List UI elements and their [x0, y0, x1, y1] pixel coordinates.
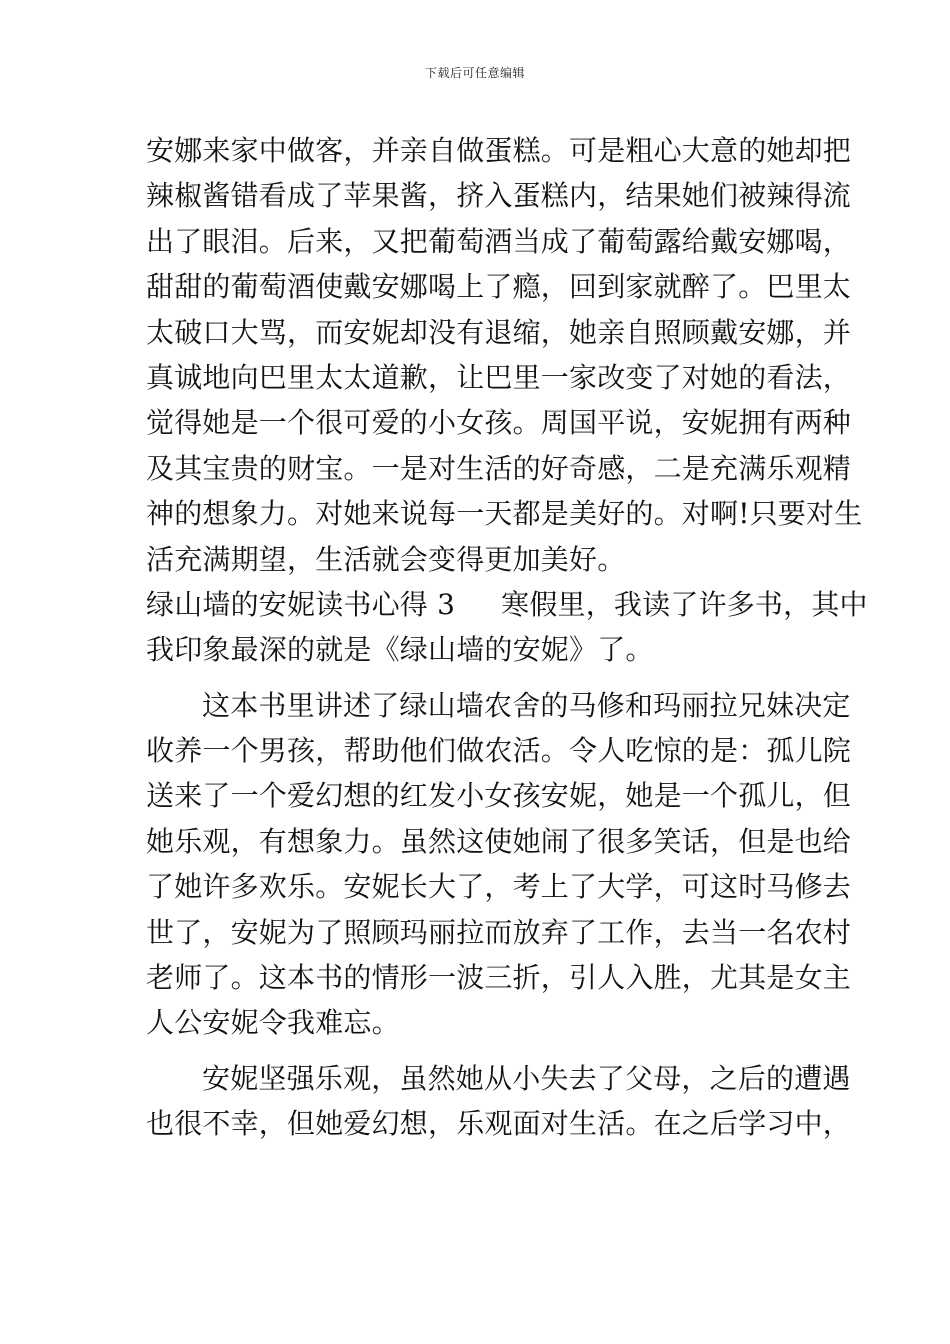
text-line: 出了眼泪。后来，又把葡萄酒当成了葡萄露给戴安娜喝， [146, 224, 852, 258]
text-line: 神的想象力。对她来说每一天都是美好的。对啊!只要对生 [146, 497, 863, 531]
text-line: 活充满期望，生活就会变得更加美好。 [146, 542, 626, 576]
text-segment: 寒假里，我读了许多书，其中 [501, 587, 868, 621]
text-line: 辣椒酱错看成了苹果酱，挤入蛋糕内，结果她们被辣得流 [146, 179, 852, 213]
text-line: 真诚地向巴里太太道歉，让巴里一家改变了对她的看法， [146, 360, 852, 394]
text-line: 了她许多欢乐。安妮长大了，考上了大学，可这时马修去 [146, 870, 852, 904]
paragraph [146, 582, 868, 673]
text-line: 甜甜的葡萄酒使戴安娜喝上了瘾，回到家就醉了。巴里太 [146, 270, 852, 304]
text-line: 人公安妮令我难忘。 [146, 1006, 400, 1040]
text-line: 也很不幸，但她爱幻想，乐观面对生活。在之后学习中， [146, 1107, 852, 1141]
text-line: 及其宝贵的财宝。一是对生活的好奇感，二是充满乐观精 [146, 451, 852, 485]
section-title: 绿山墙的安妮读书心得 3 [146, 587, 456, 621]
paragraph [146, 128, 863, 582]
text-line: 老师了。这本书的情形一波三折，引人入胜，尤其是女主 [146, 961, 852, 995]
text-line: 这本书里讲述了绿山墙农舍的马修和玛丽拉兄妹决定 [202, 688, 851, 722]
document-body [146, 128, 868, 1147]
text-line: 送来了一个爱幻想的红发小女孩安妮，她是一个孤儿，但 [146, 779, 852, 813]
text-line: 她乐观，有想象力。虽然这使她闹了很多笑话，但是也给 [146, 824, 852, 858]
text-line: 安妮坚强乐观，虽然她从小失去了父母，之后的遭遇 [202, 1061, 851, 1095]
text-line: 我印象最深的就是《绿山墙的安妮》了。 [146, 633, 654, 667]
paragraph [146, 683, 852, 1046]
page-header: 下载后可任意编辑 [424, 66, 525, 80]
text-line: 收养一个男孩，帮助他们做农活。令人吃惊的是：孤儿院 [146, 734, 852, 768]
section-title-line [146, 582, 868, 627]
paragraph [146, 1056, 852, 1147]
text-line: 安娜来家中做客，并亲自做蛋糕。可是粗心大意的她却把 [146, 134, 852, 167]
paragraph-spacer [146, 1046, 811, 1056]
text-line: 世了，安妮为了照顾玛丽拉而放弃了工作，去当一名农村 [146, 915, 852, 949]
text-line: 太破口大骂，而安妮却没有退缩，她亲自照顾戴安娜，并 [146, 315, 852, 349]
paragraph-spacer [146, 673, 811, 683]
text-line: 觉得她是一个很可爱的小女孩。周国平说，安妮拥有两种 [146, 406, 852, 440]
